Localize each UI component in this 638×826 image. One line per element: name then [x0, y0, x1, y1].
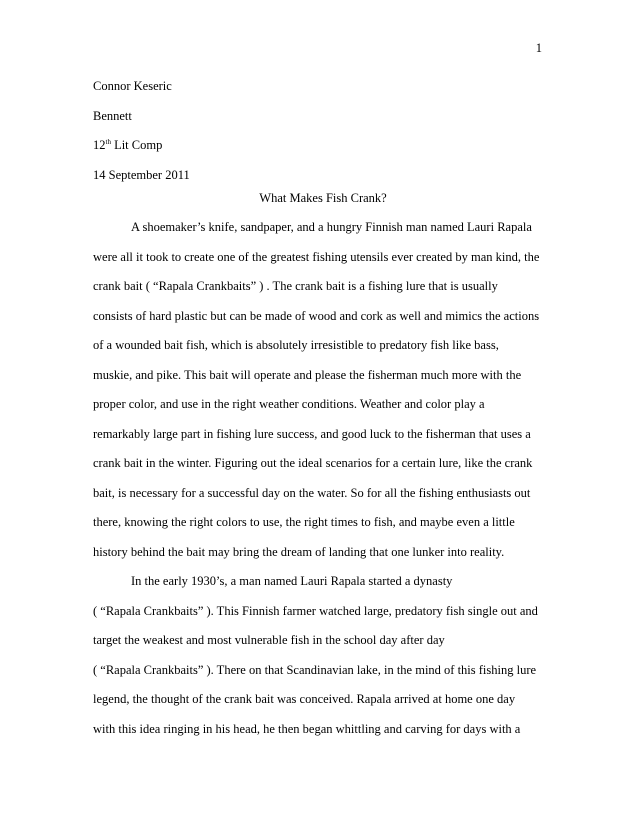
text-line: crank bait ( “Rapala Crankbaits” ) . The crank bait is a fishing lure that is usually	[93, 279, 498, 293]
text-line: muskie, and pike. This bait will operate and please the fisherman much more with the	[93, 367, 522, 382]
text-line: there, knowing the right colors to use, the right times to fish, and maybe even a little	[93, 515, 515, 529]
text-line: bait, is necessary for a successful day on the water. So for all the fishing enthusiasts out	[93, 485, 531, 500]
text-line: were all it took to create one of the greatest fishing utensils ever created by man kind, the	[93, 249, 540, 264]
text-line: of a wounded bait fish, which is absolutely irresistible to predatory fish like bass,	[93, 338, 499, 352]
teacher-name: Bennett	[93, 108, 132, 123]
author-name: Connor Keseric	[93, 79, 172, 93]
text-line: target the weakest and most vulnerable fish in the school day after day	[93, 633, 445, 647]
text-line: legend, the thought of the crank bait was conceived. Rapala arrived at home one day	[93, 692, 516, 706]
paragraph-2	[93, 567, 553, 744]
text-line: proper color, and use in the right weather conditions. Weather and color play a	[93, 397, 485, 411]
course-grade-suffix: th	[105, 138, 111, 146]
essay-body	[93, 213, 553, 744]
text-line: remarkably large part in fishing lure success, and good luck to the fisherman that uses a	[93, 426, 531, 441]
text-line: with this idea ringing in his head, he then began whittling and carving for days with a	[93, 721, 521, 736]
text-line: ( “Rapala Crankbaits” ). This Finnish farmer watched large, predatory fish single out and	[93, 603, 538, 618]
course-title: Lit Comp	[110, 138, 163, 152]
text-line: ( “Rapala Crankbaits” ). There on that Scandinavian lake, in the mind of this fishing lure	[93, 662, 537, 677]
page-number: 1	[535, 41, 542, 55]
course-name	[93, 131, 553, 161]
essay-date: 14 September 2011	[93, 167, 190, 182]
text-line: crank bait in the winter. Figuring out the ideal scenarios for a certain lure, like the crank	[93, 456, 533, 470]
text-line: history behind the bait may bring the dream of landing that one lunker into reality.	[93, 544, 505, 559]
course-grade: 12	[93, 138, 106, 152]
text-line: In the early 1930’s, a man named Lauri Rapala started a dynasty	[131, 574, 453, 588]
text-line: A shoemaker’s knife, sandpaper, and a hungry Finnish man named Lauri Rapala	[131, 220, 532, 234]
essay-title: What Makes Fish Crank?	[259, 191, 387, 205]
text-line: consists of hard plastic but can be made of wood and cork as well and mimics the actions	[93, 308, 540, 323]
paragraph-1	[93, 213, 553, 567]
mla-header	[93, 72, 553, 190]
